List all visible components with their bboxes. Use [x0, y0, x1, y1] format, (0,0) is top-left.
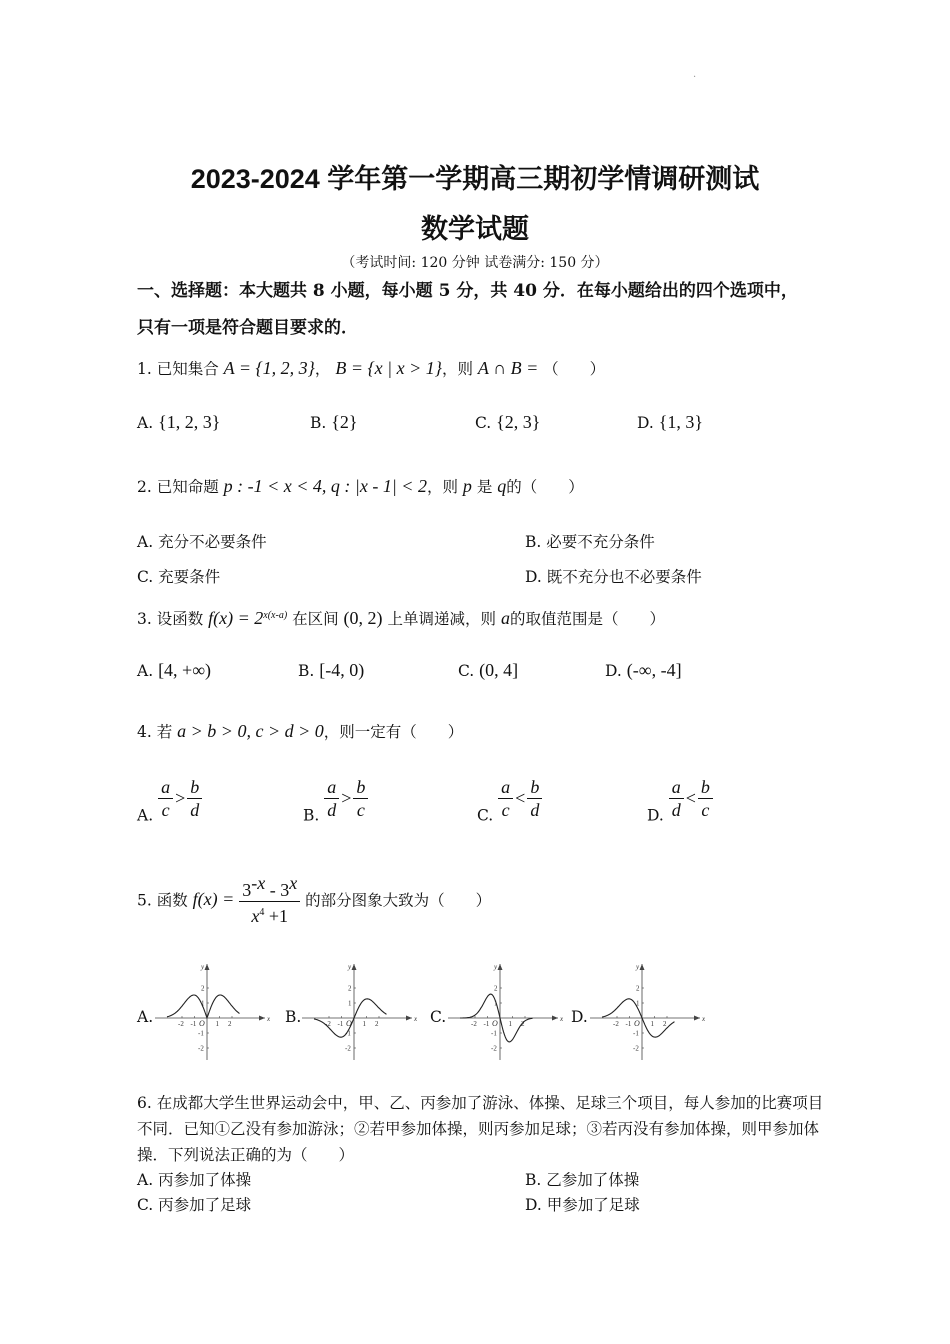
origin-label: O [492, 1019, 498, 1028]
option-label: A. [137, 533, 154, 551]
option-label: A. [137, 806, 154, 825]
option-label: B. [303, 806, 320, 825]
frac-num: a [669, 776, 684, 799]
q1-option-d[interactable] [637, 412, 703, 433]
q3-func: f(x) = 2 [208, 608, 264, 628]
q4-option-b[interactable] [303, 776, 368, 825]
frac-num: a [158, 776, 173, 799]
x-tick-label: -1 [337, 1020, 344, 1028]
question-3 [137, 607, 665, 629]
frac-num: b [187, 776, 202, 799]
q1-option-a[interactable] [137, 412, 220, 433]
x-axis-arrow [694, 1016, 700, 1021]
option-value: 甲参加了足球 [546, 1196, 640, 1214]
y-tick-label: 2 [201, 984, 205, 993]
x-tick-label: -2 [613, 1020, 619, 1028]
y-tick-label: -1 [491, 1029, 497, 1038]
q1-comma: ， [314, 360, 331, 378]
q5-graph-c[interactable] [448, 960, 568, 1064]
y-axis-label: y [348, 963, 352, 971]
option-label: D. [637, 414, 654, 432]
q5-fraction [239, 872, 300, 927]
q6-option-a[interactable] [137, 1168, 251, 1190]
q5-prefix: 5. 函数 [137, 891, 188, 910]
q1-expr: A ∩ B = [477, 358, 539, 378]
den-rest: +1 [264, 906, 289, 926]
option-value: [4, +∞) [158, 660, 212, 680]
frac-den: d [530, 800, 540, 820]
q2-prefix: 2. 已知命题 [137, 478, 219, 496]
x-tick-label: -1 [483, 1020, 490, 1028]
option-value: {1, 3} [658, 412, 704, 432]
x-tick-label: 1 [508, 1020, 512, 1028]
x-tick-label: 2 [375, 1020, 379, 1028]
num-exp: x [289, 873, 298, 893]
q1-prefix: 1. 已知集合 [137, 360, 219, 378]
q2-suffix: 的（ ） [506, 478, 584, 496]
q3-option-c[interactable] [458, 660, 518, 681]
num-exp: -x [251, 873, 266, 893]
q2-option-c[interactable] [137, 565, 220, 587]
q3-option-a[interactable] [137, 660, 211, 681]
frac-den: d [671, 800, 681, 820]
option-value: {2, 3} [496, 412, 541, 432]
y-axis-label: y [201, 963, 205, 971]
option-label: D. [605, 662, 622, 680]
q2-option-b[interactable] [525, 530, 655, 552]
question-2 [137, 475, 584, 497]
q5-graph-label-d[interactable]: D. [571, 1008, 588, 1026]
option-value: [-4, 0) [319, 660, 365, 680]
frac-num: a [498, 776, 513, 799]
q5-func: f(x) = [192, 889, 235, 909]
x-tick-label: -2 [471, 1020, 477, 1028]
option-label: C. [137, 1196, 154, 1214]
option-label: C. [458, 662, 475, 680]
q3-mid1: 在区间 [292, 610, 339, 628]
frac-num: b [698, 776, 713, 799]
y-tick-label: -2 [198, 1044, 204, 1053]
option-value: (-∞, -4] [626, 660, 682, 680]
option-value: 既不充分也不必要条件 [546, 568, 702, 586]
option-value: {1, 2, 3} [158, 412, 221, 432]
x-tick-label: 2 [521, 1020, 525, 1028]
q3-mid2: 上单调递减，则 [387, 610, 496, 628]
q3-a: a [500, 608, 510, 628]
q4-option-a[interactable] [137, 776, 202, 825]
q1-option-c[interactable] [475, 412, 540, 433]
q1-paren: （ ） [543, 360, 606, 378]
y-tick-label: 1 [348, 999, 352, 1008]
option-value: 乙参加了体操 [546, 1171, 640, 1189]
exam-info: （考试时间: 120 分钟 试卷满分: 150 分） [341, 255, 609, 271]
frac-num: a [324, 776, 339, 799]
den-exp: 4 [259, 907, 265, 918]
q2-option-d[interactable] [525, 565, 702, 587]
x-axis-arrow [406, 1016, 412, 1021]
frac-den: d [327, 800, 337, 820]
q3-prefix: 3. 设函数 [137, 610, 204, 628]
q3-option-b[interactable] [298, 660, 364, 681]
option-value: 丙参加了足球 [158, 1196, 252, 1214]
q4-option-c[interactable] [477, 776, 542, 825]
y-axis-arrow [352, 964, 357, 970]
q3-interval: (0, 2) [343, 608, 383, 628]
frac-num: b [527, 776, 542, 799]
y-tick-label: 2 [348, 984, 352, 993]
compare-op: < [685, 788, 696, 808]
exam-subtitle: 数学试题 [421, 214, 529, 244]
x-tick-label: 1 [362, 1020, 366, 1028]
question-1 [137, 357, 605, 379]
q5-graph-label-b[interactable]: B. [285, 1008, 302, 1026]
option-value: 丙参加了体操 [158, 1171, 252, 1189]
y-axis-arrow [640, 964, 645, 970]
y-tick-label: 1 [494, 999, 498, 1008]
top-dot: · [693, 72, 697, 83]
q3-suffix: 的取值范围是（ ） [509, 610, 665, 628]
option-label: A. [137, 1171, 154, 1189]
option-label: D. [525, 1196, 542, 1214]
q1-option-b[interactable] [310, 412, 358, 433]
option-value: (0, 4] [479, 660, 519, 680]
q1-set-a: A = {1, 2, 3} [223, 358, 315, 378]
option-label: A. [137, 414, 154, 432]
y-axis-arrow [205, 964, 210, 970]
option-label: C. [475, 414, 492, 432]
compare-op: > [341, 788, 352, 808]
y-tick-label: -2 [345, 1044, 351, 1053]
option-label: C. [477, 806, 494, 825]
question-5 [137, 872, 491, 927]
x-axis-arrow [552, 1016, 558, 1021]
frac-den: d [190, 800, 200, 820]
q1-set-b: B = {x | x > 1} [335, 358, 442, 378]
option-value: 充要条件 [158, 568, 221, 586]
q6-option-b[interactable] [525, 1168, 639, 1190]
origin-label: O [634, 1019, 640, 1028]
compare-op: > [175, 788, 186, 808]
question-4 [137, 720, 463, 742]
option-label: C. [137, 568, 154, 586]
num-base: 3 [280, 880, 290, 900]
q3-exp: x(x-a) [263, 609, 288, 621]
frac-den: c [501, 800, 510, 820]
y-tick-label: 2 [494, 984, 498, 993]
q2-expr: p : -1 < x < 4, q : |x - 1| < 2 [223, 476, 427, 496]
num-base: 3 [242, 880, 252, 900]
q5-graph-label-c[interactable]: C. [430, 1008, 447, 1026]
y-axis-arrow [498, 964, 503, 970]
option-label: A. [137, 662, 154, 680]
x-tick-label: 1 [215, 1020, 219, 1028]
frac-den: c [356, 800, 365, 820]
question-6-text: 6. 在成都大学生世界运动会中，甲、乙、丙参加了游泳、体操、足球三个项目，每人参加的比赛项目不同．已知①乙没有参加游泳；②若甲参加体操，则丙参加足球；③若丙没有参加体操，则甲参加体操．下列说法正确的为（ ） [137, 1094, 824, 1164]
section-heading-line2: 只有一项是符合题目要求的． [137, 318, 358, 338]
option-label: D. [647, 806, 664, 825]
num-minus: - [265, 880, 281, 900]
origin-label: O [199, 1019, 205, 1028]
q4-expr: a > b > 0, c > d > 0 [177, 721, 324, 741]
option-value: {2} [331, 412, 358, 432]
frac-den: c [701, 800, 710, 820]
option-label: D. [525, 568, 542, 586]
y-tick-label: 2 [636, 984, 640, 993]
exam-title: 2023-2024 学年第一学期高三期初学情调研测试 [190, 164, 760, 194]
q5-graph-b[interactable] [302, 960, 422, 1064]
x-tick-label: 2 [228, 1020, 232, 1028]
q4-suffix: ，则一定有（ ） [323, 723, 464, 741]
x-tick-label: -1 [190, 1020, 197, 1028]
option-label: B. [525, 533, 542, 551]
q2-mid2: 是 [476, 478, 493, 496]
y-tick-label: -1 [633, 1029, 639, 1038]
option-label: B. [310, 414, 327, 432]
y-axis-label: y [494, 963, 498, 971]
x-axis-label: x [414, 1015, 418, 1023]
x-tick-label: -2 [325, 1020, 331, 1028]
frac-den: c [161, 800, 170, 820]
x-axis-arrow [259, 1016, 265, 1021]
y-tick-label: -1 [198, 1029, 204, 1038]
y-axis-label: y [636, 963, 640, 971]
option-label: B. [298, 662, 315, 680]
x-axis-label: x [560, 1015, 564, 1023]
origin-label: O [346, 1019, 352, 1028]
option-value: 充分不必要条件 [158, 533, 267, 551]
den-base: x [251, 906, 260, 926]
y-tick-label: 1 [201, 999, 205, 1008]
section-heading-line1: 一、选择题：本大题共 8 小题，每小题 5 分，共 40 分．在每小题给出的四个选项中， [137, 281, 798, 301]
q5-graph-label-a[interactable]: A. [137, 1008, 154, 1026]
function-curve [167, 995, 240, 1018]
compare-op: < [515, 788, 526, 808]
q4-option-d[interactable] [647, 776, 713, 825]
q5-graph-a[interactable] [155, 960, 275, 1064]
q2-mid1: ，则 [426, 478, 458, 496]
frac-num: b [353, 776, 368, 799]
q3-option-d[interactable] [605, 660, 682, 681]
q5-graph-d[interactable] [590, 960, 710, 1064]
q1-mid: ，则 [441, 360, 473, 378]
q5-suffix: 的部分图象大致为（ ） [305, 891, 492, 910]
x-axis-label: x [267, 1015, 271, 1023]
option-label: B. [525, 1171, 542, 1189]
x-tick-label: 2 [663, 1020, 667, 1028]
q2-option-a[interactable] [137, 530, 267, 552]
q6-option-c[interactable] [137, 1193, 251, 1215]
q2-p: p [462, 476, 472, 496]
q6-option-d[interactable] [525, 1193, 640, 1215]
x-axis-label: x [702, 1015, 706, 1023]
y-tick-label: 1 [636, 999, 640, 1008]
q4-prefix: 4. 若 [137, 723, 173, 741]
x-tick-label: -1 [625, 1020, 632, 1028]
y-tick-label: -2 [491, 1044, 497, 1053]
q2-q: q [497, 476, 507, 496]
x-tick-label: -2 [178, 1020, 184, 1028]
option-value: 必要不充分条件 [546, 533, 655, 551]
y-tick-label: -1 [345, 1029, 351, 1038]
y-tick-label: -2 [633, 1044, 639, 1053]
x-tick-label: 1 [650, 1020, 654, 1028]
